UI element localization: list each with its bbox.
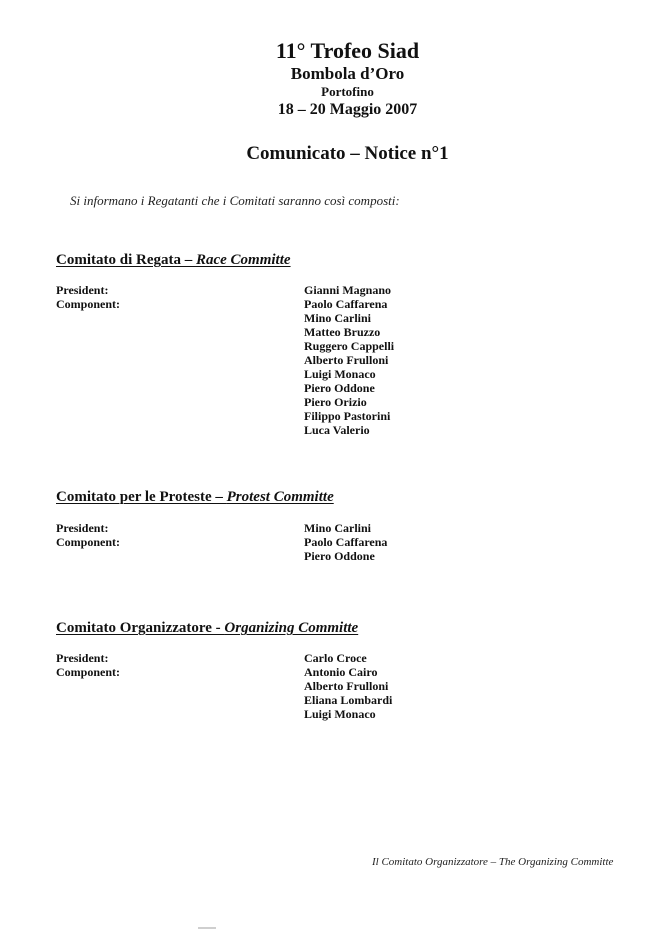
member-name: Antonio Cairo — [304, 665, 378, 679]
roles-race-committee — [56, 283, 120, 311]
member-name: Piero Oddone — [304, 381, 375, 395]
component-label: Component: — [56, 297, 121, 311]
section-title-protest-committee — [56, 488, 334, 506]
member-name: Ruggero Cappelli — [304, 339, 395, 353]
section-title-italian: Comitato per le Proteste – — [56, 489, 227, 505]
members-list-protest-committee — [304, 521, 387, 563]
member-name: Luigi Monaco — [304, 367, 376, 381]
members-list-organizing-committee — [304, 651, 392, 721]
member-name: Luigi Monaco — [304, 707, 376, 721]
component-label: Component: — [56, 665, 121, 679]
president-label: President: — [56, 283, 109, 297]
member-name: Filippo Pastorini — [304, 409, 391, 423]
section-title-italian: Comitato Organizzatore - — [56, 620, 225, 636]
member-name: Matteo Bruzzo — [304, 325, 381, 339]
event-header — [0, 38, 671, 120]
member-name: Eliana Lombardi — [304, 693, 393, 707]
member-name: Alberto Frulloni — [304, 353, 389, 367]
intro-text: Si informano i Regatanti che i Comitati saranno così composti: — [70, 193, 400, 208]
member-name: Paolo Caffarena — [304, 297, 388, 311]
member-name: Luca Valerio — [304, 423, 370, 437]
section-title-race-committee — [56, 251, 291, 269]
event-dates: 18 – 20 Maggio 2007 — [277, 101, 418, 118]
section-title-organizing-committee — [56, 619, 358, 637]
members-list-race-committee — [304, 283, 394, 437]
member-name: Paolo Caffarena — [304, 535, 388, 549]
section-title-english: Organizing Committe — [224, 620, 359, 636]
roles-protest-committee — [56, 521, 120, 549]
component-label: Component: — [56, 535, 121, 549]
member-name: Mino Carlini — [304, 311, 372, 325]
section-title-italian: Comitato di Regata – — [56, 252, 196, 268]
section-title-english: Protest Committe — [226, 489, 334, 505]
president-label: President: — [56, 521, 109, 535]
member-name: Mino Carlini — [304, 521, 372, 535]
roles-organizing-committee — [56, 651, 120, 679]
member-name: Piero Oddone — [304, 549, 375, 563]
notice-title: Comunicato – Notice n°1 — [246, 143, 449, 164]
president-label: President: — [56, 651, 109, 665]
scan-artifact — [198, 927, 216, 929]
signature-line: Il Comitato Organizzatore – The Organizing Committe — [372, 856, 614, 868]
event-subtitle: Bombola d’Oro — [290, 64, 405, 83]
member-name: Piero Orizio — [304, 395, 367, 409]
member-name: Alberto Frulloni — [304, 679, 389, 693]
section-title-english: Race Committe — [195, 252, 291, 268]
member-name: Carlo Croce — [304, 651, 367, 665]
event-title: 11° Trofeo Siad — [275, 38, 420, 63]
member-name: Gianni Magnano — [304, 283, 392, 297]
event-place: Portofino — [321, 84, 374, 99]
